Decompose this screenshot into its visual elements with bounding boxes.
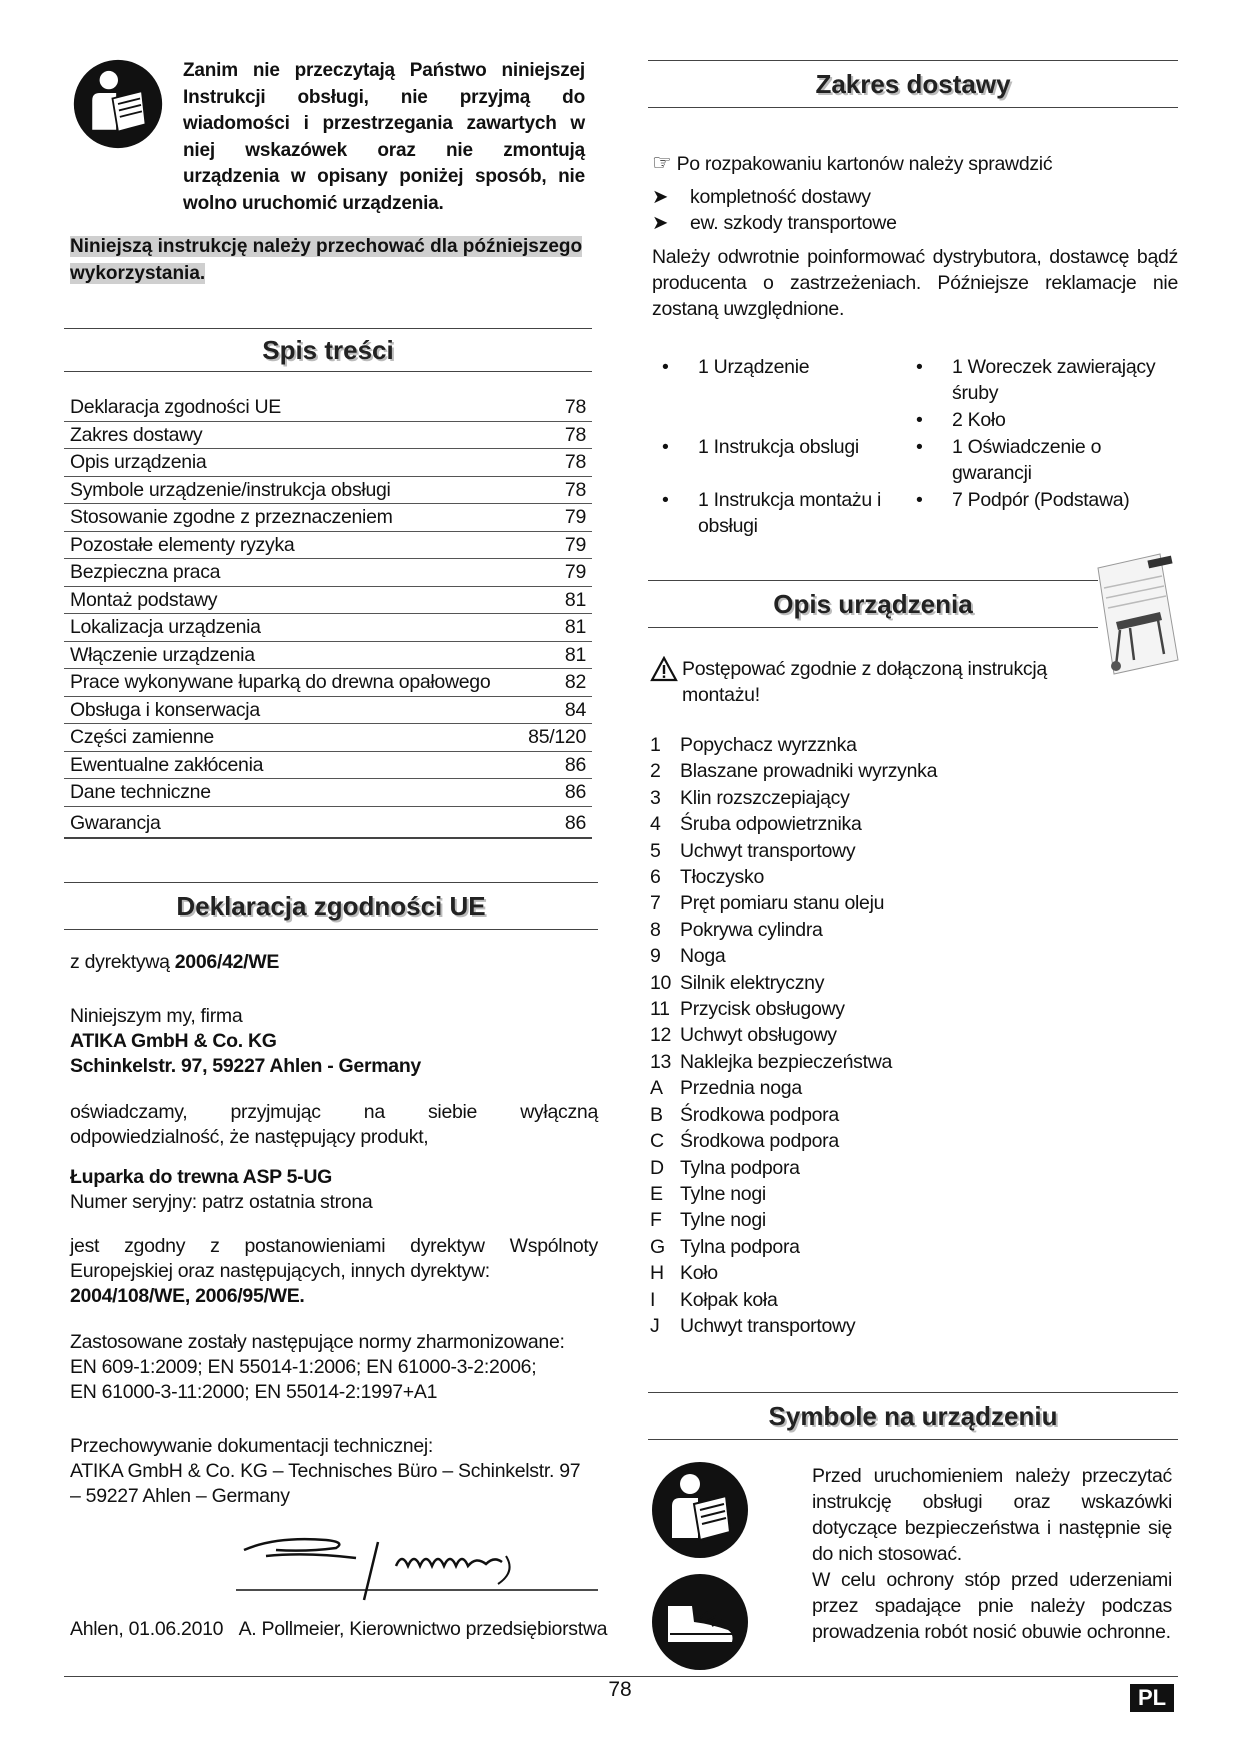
safety-shoes-text: W celu ochrony stóp przed uderzeniami przez spadające pnie należy podczas prowadzenia robót nosić obuwie ochronne. — [812, 1569, 1172, 1643]
part-number: A — [650, 1077, 663, 1100]
toc-label: Obsługa i konserwacja — [70, 698, 260, 721]
toc-row[interactable] — [64, 697, 592, 725]
toc-row[interactable] — [64, 724, 592, 752]
warning-triangle-icon — [650, 656, 678, 682]
delivery-item: 2 Koło — [952, 409, 1006, 431]
toc-page: 86 — [564, 781, 586, 803]
part-number: 4 — [650, 813, 661, 836]
toc-label: Opis urządzenia — [70, 451, 207, 473]
toc-label: Montaż podstawy — [70, 588, 218, 611]
delivery-item: 1 Instrukcja montażu i obsługi — [698, 489, 882, 537]
part-number: B — [650, 1103, 663, 1126]
part-label: Klin rozszczepiający — [680, 786, 850, 809]
toc-row[interactable] — [64, 807, 592, 839]
list-item — [910, 407, 1180, 433]
part-label: Noga — [680, 945, 726, 968]
toc-label: Stosowanie zgodne z przeznaczeniem — [70, 506, 393, 528]
list-item — [650, 864, 937, 890]
delivery-item: 1 Instrukcja obslugi — [698, 436, 859, 458]
toc-page: 85/120 — [528, 726, 586, 748]
list-item — [650, 1260, 937, 1286]
part-number: F — [650, 1209, 662, 1232]
read-manual-icon — [72, 58, 164, 150]
part-number: D — [650, 1156, 664, 1179]
list-item — [656, 434, 906, 460]
list-item — [910, 434, 1140, 486]
assembly-warning-text: Postępować zgodnie z dołączoną instrukcją montażu! — [682, 658, 1047, 706]
check-intro-line — [652, 150, 1182, 177]
toc-label: Zakres dostawy — [70, 423, 203, 446]
part-number: I — [650, 1288, 656, 1311]
check-item: ew. szkody transportowe — [690, 212, 897, 234]
toc-label: Lokalizacja urządzenia — [70, 616, 261, 638]
part-label: Śruba odpowietrznika — [680, 813, 862, 836]
read-manual-text: Przed uruchomieniem należy przeczytać instrukcję obsługi oraz wskazówki dotyczące bezpieczeństwa i następnie się do nich stosować. — [812, 1465, 1172, 1565]
part-number: 11 — [650, 998, 670, 1021]
toc-page: 86 — [564, 753, 586, 776]
toc-label: Dane techniczne — [70, 781, 211, 803]
delivery-item: 7 Podpór (Podstawa) — [952, 489, 1130, 511]
footer-divider — [64, 1676, 1178, 1677]
toc-page: 79 — [564, 506, 586, 528]
toc-row[interactable] — [64, 587, 592, 615]
directive-line — [70, 950, 598, 975]
part-label: Pokrywa cylindra — [680, 918, 823, 941]
toc-page: 79 — [564, 533, 586, 556]
toc-row[interactable] — [64, 779, 592, 807]
product-name: Łuparka do trewna ASP 5-UG — [70, 1166, 333, 1188]
list-item — [910, 487, 1180, 513]
bullet-dot-icon: • — [662, 356, 669, 378]
bullet-dot-icon: • — [662, 489, 669, 511]
part-label: Pręt pomiaru stanu oleju — [680, 892, 885, 915]
toc-page: 84 — [564, 698, 586, 721]
directive-number: 2006/42/WE — [174, 951, 280, 973]
pointing-hand-icon: ☞ — [652, 150, 672, 175]
list-item — [650, 890, 937, 916]
toc-label: Gwarancja — [70, 811, 161, 834]
list-item — [650, 758, 937, 784]
company-name: ATIKA GmbH & Co. KG — [70, 1030, 277, 1052]
signature-image — [236, 1526, 598, 1606]
bullet-dot-icon: • — [916, 356, 923, 378]
part-number: 7 — [650, 892, 661, 915]
toc-page: 79 — [564, 561, 586, 583]
part-label: Przednia noga — [680, 1077, 802, 1100]
signature-caption — [70, 1617, 610, 1642]
directive-prefix: z dyrektywą — [70, 951, 175, 973]
toc-page: 81 — [564, 616, 586, 638]
list-item — [650, 1287, 937, 1313]
list-item — [650, 970, 937, 996]
delivery-notice: Należy odwrotnie poinformować dystrybutora, dostawcę bądź producenta o zastrzeżeniach. Późniejsze reklamacje nie zostaną uwzględnione. — [652, 246, 1178, 320]
checks-list — [652, 184, 1182, 236]
list-item — [650, 732, 937, 758]
declaration-title: Deklaracja zgodności UE — [64, 882, 598, 930]
part-number: 12 — [650, 1024, 672, 1047]
part-label: Tylna podpora — [680, 1235, 800, 1258]
toc-label: Symbole urządzenie/instrukcja obsługi — [70, 478, 391, 501]
page-number: 78 — [608, 1678, 632, 1701]
part-label: Tylna podpora — [680, 1156, 800, 1179]
bullet-dot-icon: • — [662, 436, 669, 458]
toc-page: 81 — [564, 588, 586, 611]
bullet-dot-icon: • — [916, 409, 923, 431]
arrow-bullet-icon: ➤ — [652, 186, 669, 208]
company-address: Schinkelstr. 97, 59227 Ahlen - Germany — [70, 1055, 421, 1077]
symbols-title: Symbole na urządzeniu — [648, 1392, 1178, 1440]
part-number: G — [650, 1235, 665, 1258]
read-manual-icon — [650, 1460, 750, 1560]
list-item — [652, 210, 1182, 236]
part-number: 5 — [650, 839, 661, 862]
list-item — [910, 354, 1180, 406]
part-label: Środkowa podpora — [680, 1103, 839, 1126]
part-number: 2 — [650, 760, 661, 783]
list-item — [656, 354, 906, 380]
parts-list — [650, 732, 937, 1339]
part-label: Przycisk obsługowy — [680, 998, 845, 1021]
bullet-dot-icon: • — [916, 489, 923, 511]
toc-page: 78 — [564, 451, 586, 473]
part-label: Naklejka bezpieczeństwa — [680, 1050, 893, 1073]
toc-page: 82 — [564, 671, 586, 693]
keep-instructions-note — [70, 234, 600, 287]
part-number: E — [650, 1182, 663, 1205]
toc-row[interactable] — [64, 532, 592, 560]
docs-address: ATIKA GmbH & Co. KG – Technisches Büro – Schinkelstr. 97 – 59227 Ahlen – Germany — [70, 1460, 581, 1507]
table-of-contents — [64, 394, 592, 839]
check-item: kompletność dostawy — [690, 186, 871, 208]
docs-intro: Przechowywanie dokumentacji technicznej: — [70, 1435, 434, 1457]
toc-row[interactable] — [64, 669, 592, 697]
toc-page: 81 — [564, 643, 586, 666]
toc-title: Spis treści — [64, 328, 592, 372]
list-item — [650, 1022, 937, 1048]
toc-row[interactable] — [64, 614, 592, 642]
toc-label: Ewentualne zakłócenia — [70, 753, 264, 776]
list-item — [650, 1049, 937, 1075]
toc-page: 78 — [564, 423, 586, 446]
list-item — [650, 1102, 937, 1128]
list-item — [650, 1075, 937, 1101]
declaration-statement: oświadczamy, przyjmując na siebie wyłączną odpowiedzialność, że następujący produkt, — [70, 1101, 598, 1148]
warning-row — [650, 656, 1070, 708]
part-label: Uchwyt obsługowy — [680, 1024, 837, 1047]
list-item — [650, 811, 937, 837]
part-label: Środkowa podpora — [680, 1130, 839, 1153]
intro-warning: Zanim nie przeczytają Państwo niniejszej Instrukcji obsługi, nie przyjmą do wiadomości i przestrzegania zawartych w niej wskazówek oraz nie zmontują urządzenia w opisany poniżej sposób, nie wolno uruchomić urządzenia. — [183, 60, 585, 214]
list-item — [650, 838, 937, 864]
list-item — [652, 184, 1182, 210]
toc-row[interactable] — [64, 422, 592, 450]
list-item — [650, 785, 937, 811]
toc-label: Części zamienne — [70, 726, 214, 748]
toc-row[interactable] — [64, 449, 592, 477]
part-label: Tylne nogi — [680, 1182, 766, 1205]
description-title: Opis urządzenia — [648, 580, 1098, 628]
language-badge: PL — [1130, 1684, 1174, 1712]
check-intro: Po rozpakowaniu kartonów należy sprawdzić — [676, 153, 1053, 175]
part-label: Uchwyt transportowy — [680, 839, 856, 862]
part-number: 13 — [650, 1050, 672, 1073]
other-directives: 2004/108/WE, 2006/95/WE. — [70, 1285, 305, 1307]
part-number: C — [650, 1130, 664, 1153]
list-item — [650, 1207, 937, 1233]
toc-row[interactable] — [64, 394, 592, 422]
safety-shoes-icon — [650, 1572, 750, 1672]
part-number: 8 — [650, 918, 661, 941]
norms-line-2: EN 61000-3-11:2000; EN 55014-2:1997+A1 — [70, 1381, 438, 1403]
toc-label: Bezpieczna praca — [70, 561, 221, 583]
part-number: 3 — [650, 786, 661, 809]
toc-page: 86 — [564, 811, 586, 834]
toc-row[interactable] — [64, 504, 592, 532]
part-label: Uchwyt transportowy — [680, 1314, 856, 1337]
delivery-item: 1 Oświadczenie o gwarancji — [952, 436, 1102, 484]
list-item — [650, 1313, 937, 1339]
serial-number-note: Numer seryjny: patrz ostatnia strona — [70, 1191, 373, 1213]
declaration-intro: Niniejszym my, firma — [70, 1005, 243, 1027]
part-number: 9 — [650, 945, 661, 968]
delivery-title: Zakres dostawy — [648, 60, 1178, 108]
keep-note-text: Niniejszą instrukcję należy przechować dla późniejszego wykorzystania. — [70, 236, 583, 284]
norms-line-1: EN 609-1:2009; EN 55014-1:2006; EN 61000-3-2:2006; — [70, 1356, 537, 1378]
list-item — [650, 1234, 937, 1260]
toc-label: Włączenie urządzenia — [70, 643, 255, 666]
part-label: Popychacz wyrzznka — [680, 734, 857, 756]
toc-row[interactable] — [64, 559, 592, 587]
list-item — [650, 1128, 937, 1154]
compliance-statement: jest zgodny z postanowieniami dyrektyw Wspólnoty Europejskiej oraz następujących, innych dyrektyw: — [70, 1235, 598, 1282]
toc-row[interactable] — [64, 642, 592, 670]
part-label: Tłoczysko — [680, 866, 764, 889]
toc-label: Deklaracja zgodności UE — [70, 396, 281, 418]
list-item — [650, 1155, 937, 1181]
list-item — [650, 1181, 937, 1207]
part-number: 6 — [650, 866, 661, 889]
arrow-bullet-icon: ➤ — [652, 212, 669, 234]
part-label: Silnik elektryczny — [680, 971, 825, 994]
delivery-item: 1 Woreczek zawierający śruby — [952, 356, 1156, 404]
list-item — [650, 917, 937, 943]
norms-intro: Zastosowane zostały następujące normy zharmonizowane: — [70, 1331, 565, 1353]
list-item — [650, 943, 937, 969]
toc-page: 78 — [564, 396, 586, 418]
delivery-item: 1 Urządzenie — [698, 356, 810, 378]
toc-row[interactable] — [64, 477, 592, 505]
bullet-dot-icon: • — [916, 436, 923, 458]
part-number: 10 — [650, 971, 672, 994]
date-place: Ahlen, 01.06.2010 — [70, 1618, 224, 1640]
part-number: J — [650, 1314, 660, 1337]
toc-label: Pozostałe elementy ryzyka — [70, 533, 295, 556]
list-item — [650, 996, 937, 1022]
part-label: Koło — [680, 1262, 718, 1285]
assembly-warning — [650, 656, 1070, 708]
part-number: H — [650, 1262, 664, 1285]
toc-row[interactable] — [64, 752, 592, 780]
part-number: 1 — [650, 734, 661, 756]
part-label: Blaszane prowadniki wyrzynka — [680, 760, 938, 783]
toc-label: Prace wykonywane łuparką do drewna opałowego — [70, 671, 491, 693]
symbols-description — [812, 1463, 1172, 1645]
toc-page: 78 — [564, 478, 586, 501]
list-item — [656, 487, 886, 539]
part-label: Tylne nogi — [680, 1209, 766, 1232]
signatory: A. Pollmeier, Kierownictwo przedsiębiorstwa — [238, 1618, 608, 1640]
part-label: Kołpak koła — [680, 1288, 778, 1311]
manual-thumbnail-image — [1090, 548, 1182, 678]
